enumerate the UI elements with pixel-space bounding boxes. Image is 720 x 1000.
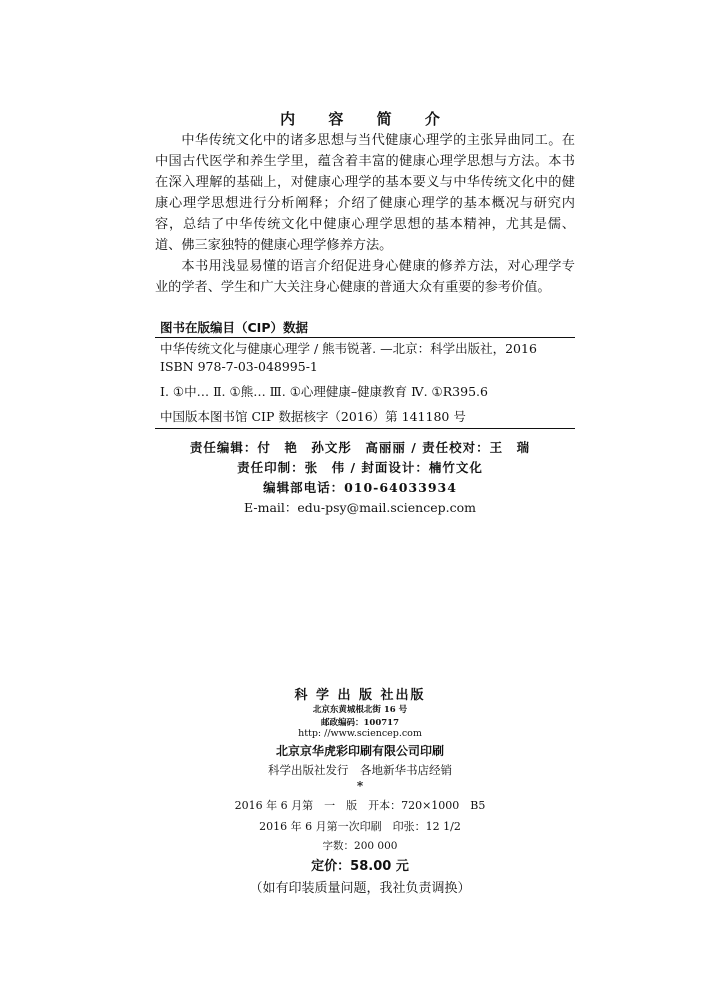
credits-email: E-mail：edu-psy@mail.sciencep.com	[244, 500, 476, 515]
price: 定价：58.00 元	[311, 859, 409, 874]
page-title: 内 容 简 介	[280, 110, 454, 128]
credits-print-cover: 责任印制：张 伟 / 封面设计：楠竹文化	[237, 460, 483, 475]
summary-text	[155, 130, 575, 298]
cip-record: 中国版本图书馆 CIP 数据核字（2016）第 141180 号	[160, 409, 466, 424]
divider	[155, 337, 575, 338]
quality-notice: （如有印装质量问题，我社负责调换）	[249, 881, 471, 896]
edition-info: 2016 年 6 月第 一 版 开本：720×1000 B5	[234, 799, 486, 812]
word-count: 字数：200 000	[322, 840, 398, 852]
divider	[155, 428, 575, 429]
cip-citation: 中华传统文化与健康心理学 / 熊韦锐著. —北京：科学出版社，2016	[160, 341, 537, 356]
summary-paragraph: 中华传统文化中的诸多思想与当代健康心理学的主张异曲同工。在中国古代医学和养生学里，蕴含着丰富的健康心理学思想与方法。本书在深入理解的基础上，对健康心理学的基本要义与中华传统文化中的健康心理学思想进行分析阐释；介绍了健康心理学的基本概况与研究内容，总结了中华传统文化中健康心理学思想的基本精神，尤其是儒、道、佛三家独特的健康心理学修养方法。	[155, 133, 575, 253]
summary-paragraph: 本书用浅显易懂的语言介绍促进身心健康的修养方法，对心理学专业的学者、学生和广大关注身心健康的普通大众有重要的参考价值。	[155, 259, 575, 295]
printer-name: 北京京华虎彩印刷有限公司印刷	[275, 744, 444, 758]
distribution: 科学出版社发行 各地新华书店经销	[268, 763, 452, 777]
separator-star: *	[356, 779, 364, 793]
credits-block	[0, 438, 720, 518]
publisher-address: 北京东黄城根北街 16 号	[312, 705, 408, 715]
publisher-website: http: //www.sciencep.com	[298, 728, 422, 739]
printing-info: 2016 年 6 月第一次印刷 印张：12 1/2	[259, 820, 461, 833]
cip-classification: Ⅰ. ①中… Ⅱ. ①熊… Ⅲ. ①心理健康–健康教育 Ⅳ. ①R395.6	[160, 384, 488, 399]
credits-phone: 编辑部电话：010-64033934	[263, 480, 457, 495]
cip-heading: 图书在版编目（CIP）数据	[160, 320, 308, 335]
publisher-name: 科 学 出 版 社出版	[294, 688, 426, 703]
cip-block	[160, 340, 580, 376]
cip-isbn: ISBN 978-7-03-048995-1	[160, 359, 318, 374]
publisher-postcode: 邮政编码：100717	[321, 718, 399, 728]
credits-editors: 责任编辑：付 艳 孙文彤 高丽丽 / 责任校对：王 瑞	[189, 440, 531, 455]
